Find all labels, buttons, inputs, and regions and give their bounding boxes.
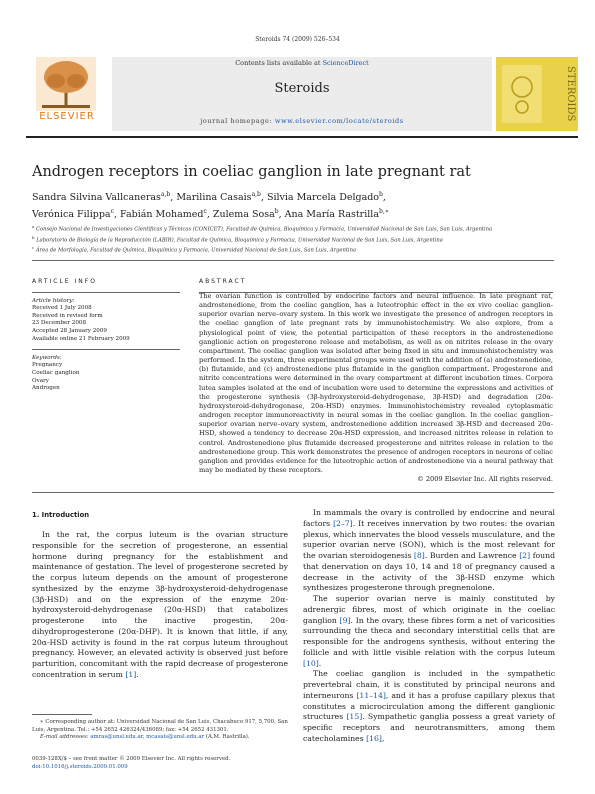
divider xyxy=(32,492,554,493)
article-info xyxy=(32,278,182,393)
email-label: E-mail addresses: xyxy=(40,734,91,741)
paragraph xyxy=(303,669,555,744)
affiliation-mark: c xyxy=(32,245,35,251)
contents-line xyxy=(112,59,492,67)
article-title: Androgen receptors in coeliac ganglion in late pregnant rat xyxy=(32,164,471,180)
section-heading: 1. Introduction xyxy=(32,511,90,519)
author-name[interactable]: Verónica Filippa xyxy=(32,209,111,221)
author-separator: , xyxy=(170,192,177,204)
journal-reference: Steroids 74 (2009) 526–534 xyxy=(255,36,340,43)
author-affiliation-mark: a,b xyxy=(251,191,261,198)
author-separator: , xyxy=(382,192,386,204)
abstract-body xyxy=(199,292,553,484)
footnote-mark: ∗ xyxy=(40,719,44,725)
email-line xyxy=(32,734,288,742)
contents-prefix: Contents lists available at xyxy=(235,59,323,67)
journal-cover[interactable] xyxy=(496,57,578,131)
text: , xyxy=(142,734,147,741)
author-name[interactable]: Silvia Marcela Delgado xyxy=(266,192,380,204)
divider xyxy=(32,260,554,261)
journal-homepage xyxy=(112,117,492,125)
keyword[interactable]: Coeliac ganglion xyxy=(32,369,80,376)
history-item: Accepted 28 January 2009 xyxy=(32,327,107,334)
affiliation-mark: b xyxy=(32,234,35,240)
citation-link[interactable]: [15] xyxy=(346,712,363,722)
publisher-name: ELSEVIER xyxy=(39,111,95,122)
copyright: © 2009 Elsevier Inc. All rights reserved. xyxy=(417,475,553,484)
author-affiliation-mark: c xyxy=(203,208,207,216)
author-affiliation-mark: a,b xyxy=(160,191,171,198)
issn-block xyxy=(32,756,332,771)
text: found that denervation on days 10, 14 and 18 of pregnancy caused a decrease in the activity of the 3β-HSD enzyme which synthesizes progesterone through pregnenolone. xyxy=(303,551,555,593)
homepage-link[interactable]: www.elsevier.com/locate/steroids xyxy=(274,117,404,125)
text: , and it has a profuse capillary plexus that constitutes a microcirculation among the different ganglionic structures xyxy=(303,690,555,722)
footnote-text xyxy=(32,719,288,734)
author-line-2 xyxy=(32,205,572,222)
intro-right-column xyxy=(303,508,555,745)
author-affiliation-mark: b,∗ xyxy=(379,208,389,216)
author-separator: , xyxy=(260,192,267,204)
author-name[interactable]: Fabián Mohamed xyxy=(120,209,204,221)
citation-link[interactable]: [1] xyxy=(125,669,137,679)
text: . It receives innervation by two routes: the ovarian plexus, which innervates the blood vessels musculature, and the superior ovarian nerve (SON), which is the most relevant for the ovarian steroidogenesis xyxy=(303,518,555,560)
affiliation-mark: a xyxy=(32,224,35,229)
keywords-label: Keywords: xyxy=(32,354,62,361)
author-affiliation-mark: c xyxy=(110,208,114,216)
citation-link[interactable]: [10] xyxy=(303,658,319,668)
author-name[interactable]: Ana María Rastrilla xyxy=(284,209,380,221)
keyword[interactable]: Pregnancy xyxy=(32,362,63,369)
text: . xyxy=(136,669,139,679)
publisher-logo[interactable] xyxy=(26,57,108,131)
article-history xyxy=(32,298,182,344)
corresponding-author-footnote xyxy=(32,719,288,742)
author-separator: , xyxy=(206,209,213,221)
text: . Burden and Lawrence xyxy=(424,551,520,560)
email-link[interactable]: amras@unsl.edu.ar xyxy=(90,734,143,741)
doi-link[interactable]: doi:10.1016/j.steroids.2009.01.009 xyxy=(32,763,128,770)
affiliation xyxy=(32,244,572,255)
issn-line: 0039-128X/$ – see front matter © 2009 Elsevier Inc. All rights reserved. xyxy=(32,756,231,762)
abstract-section xyxy=(199,278,553,293)
citation-link[interactable]: [2–7] xyxy=(333,518,353,528)
journal-name: Steroids xyxy=(274,81,330,96)
author-name[interactable]: Zulema Sosa xyxy=(212,209,275,221)
header-rule xyxy=(26,136,578,138)
divider xyxy=(32,349,180,350)
citation-link[interactable]: [16] xyxy=(366,733,382,743)
history-label: Article history: xyxy=(32,297,75,304)
affiliations xyxy=(32,223,572,255)
author-affiliation-mark: b xyxy=(379,191,383,198)
keywords xyxy=(32,355,182,393)
author-line-1 xyxy=(32,188,572,205)
citation-link[interactable]: [11–14] xyxy=(356,690,386,700)
author-name[interactable]: Marilina Casais xyxy=(176,192,252,204)
abstract-header: ABSTRACT xyxy=(199,278,247,285)
text: . Sympathetic ganglia possess a great variety of specific receptors and neurotransmitters, among them catecholamines xyxy=(303,712,555,743)
text: . xyxy=(318,658,322,668)
text: In mammals the ovary is controlled by endocrine and neural factors xyxy=(303,508,555,528)
author-separator: , xyxy=(113,209,120,221)
divider xyxy=(32,292,180,293)
masthead-center xyxy=(112,57,492,131)
keyword[interactable]: Ovary xyxy=(32,377,49,384)
sciencedirect-link[interactable]: ScienceDirect xyxy=(322,59,369,67)
text: . In the ovary, these fibres form a net of varicosities surrounding the theca and secondary interstitial cells that are responsible for the androgens synthesis, without entering the follicle and with little visible relation with the corpus luteum xyxy=(303,615,555,657)
history-item: Received 1 July 2008 xyxy=(32,305,92,312)
intro-left-column xyxy=(32,530,288,681)
cover-title: STEROIDS xyxy=(565,66,576,122)
text: The coeliac ganglion is included in the sympathetic prevertebral chain, it is constituted by principal neurons and interneurons xyxy=(303,669,555,700)
abstract-text: The ovarian function is controlled by endocrine factors and neural influence. In late pregnant rat, androstenedione, from the coeliac ganglion, has a luteotrophic effect in the ex vivo coeliac ganglion-superior ovarian nerve–ovary system. In this work we investigate the presence of androgen receptors in the coeliac ganglion of late pregnant rats by immunohistochemistry. We also explore, from a physiological point of view, the potential participation of these receptors in the androstenedione ganglionic action on progesterone release and metabolism, as well as on nitrites release in the ovary compartment. The coeliac ganglion was isolated after being fixed in situ and immunohistochemistry was performed. In the system, three experimental groups were used with the addition of (a) androstenedione, (b) flutamide, and (c) androstenedione plus flutamide in the ganglion compartment. Progesterone and nitrite concentrations were determined in the ovary compartment at different incubation times. Corpora lutea samples isolated at the end of incubation were used to determine the expressions and activities of the progesterone synthesis (3β-hydroxysteroid-dehydrogenase, 3β-HSD) and degradation (20α-hydroxysteroid-dehydrogenase, 20α-HSD) enzymes. Immunohistochemistry revealed cytoplasmatic androgen receptor immunoreactivity in neural somas in the coeliac ganglion. In the coeliac ganglion–superior ovarian nerve–ovary system, androstenedione addition increased 3β-HSD and decreased 20α-HSD, showed a tendency to decrease 20α-HSD expression, and increased nitrites release in relation to control. Androstenedione plus flutamide decreased progesterone and nitrites release in relation to the androstenedione group. This work demonstrates the presence of androgen receptors in neurons of celiac ganglion and provides evidence for the luteotrophic action of androstenedione via a neural pathway that may be mediated by these receptors. xyxy=(199,292,553,474)
citation-link[interactable]: [9] xyxy=(339,615,351,625)
affiliation-text: Laboratorio de Biología de la Reproducción (LABIR), Facultad de Química, Bioquímica y Farmacia, Universidad Nacional de San Luis, San Luis, Argentina xyxy=(34,237,443,244)
keyword[interactable]: Androgen xyxy=(32,385,60,392)
footnote-rule xyxy=(32,714,92,715)
history-item: 23 December 2008 xyxy=(32,320,87,327)
text: In the rat, the corpus luteum is the ovarian structure responsible for the secretion of progesterone, an essential hormone during pregnancy for the establishment and maintenance of gestation. The level of progesterone secreted by the corpus luteum depends on the amount of progesterone synthesized by the enzyme 3β-hydroxysteroid-dehydrogenase (3β-HSD) and on the expression of the enzyme 20α-hydroxysteroid-dehydrogenase (20α-HSD) that catabolizes progesterone into the inactive progestin, 20α-dihydroprogesterone (20α-DHP). It is known that little, if any, 20α-HSD activity is found in the rat corpus luteum throughout pregnancy. However, an elevated activity is observed just before parturition, concomitant with the rapid decrease of progesterone concentration in serum xyxy=(32,530,288,679)
affiliation-text: Área de Morfología, Facultad de Química, Bioquímica y Farmacia, Universidad Nacional de San Luis, San Luis, Argentina xyxy=(34,248,357,255)
journal-masthead xyxy=(26,57,578,131)
author-affiliation-mark: b xyxy=(274,208,279,216)
paragraph xyxy=(303,508,555,594)
affiliation xyxy=(32,223,572,234)
text: , xyxy=(381,733,385,743)
affiliation xyxy=(32,234,572,245)
history-item: Received in revised form xyxy=(32,312,103,319)
affiliation-text: Consejo Nacional de Investigaciones Científicas y Técnicas (CONICET), Facultad de Química, Bioquímica y Farmacia, Universidad Nacional de San Luis, San Luis, Argentina xyxy=(34,226,493,233)
elsevier-tree-icon xyxy=(36,57,96,111)
email-link[interactable]: mcasais@unsl.edu.ar xyxy=(146,734,205,741)
homepage-label: journal homepage: xyxy=(200,117,275,125)
cover-art-icon xyxy=(496,57,552,131)
text: The superior ovarian nerve is mainly constituted by adrenergic fibres, most of which originate in the coeliac ganglion xyxy=(303,594,555,625)
text: Corresponding author at: Universidad Nacional de San Luis, Chacabuco 917, 5,700, San Luis, Argentina. Tel.: +54 2652 426324/436089; fax: +54 2652 431301. xyxy=(32,719,288,733)
author-list xyxy=(32,188,572,222)
text: (A.M. Rastrilla). xyxy=(204,734,250,741)
citation-link[interactable]: [2] xyxy=(519,551,531,560)
paragraph xyxy=(32,530,288,681)
citation-link[interactable]: [8] xyxy=(413,551,425,560)
article-info-header: ARTICLE INFO xyxy=(32,278,97,285)
paragraph xyxy=(303,594,555,669)
author-separator: , xyxy=(278,209,285,221)
history-item: Available online 21 February 2009 xyxy=(32,335,130,342)
author-name[interactable]: Sandra Silvina Vallcaneras xyxy=(32,192,161,204)
